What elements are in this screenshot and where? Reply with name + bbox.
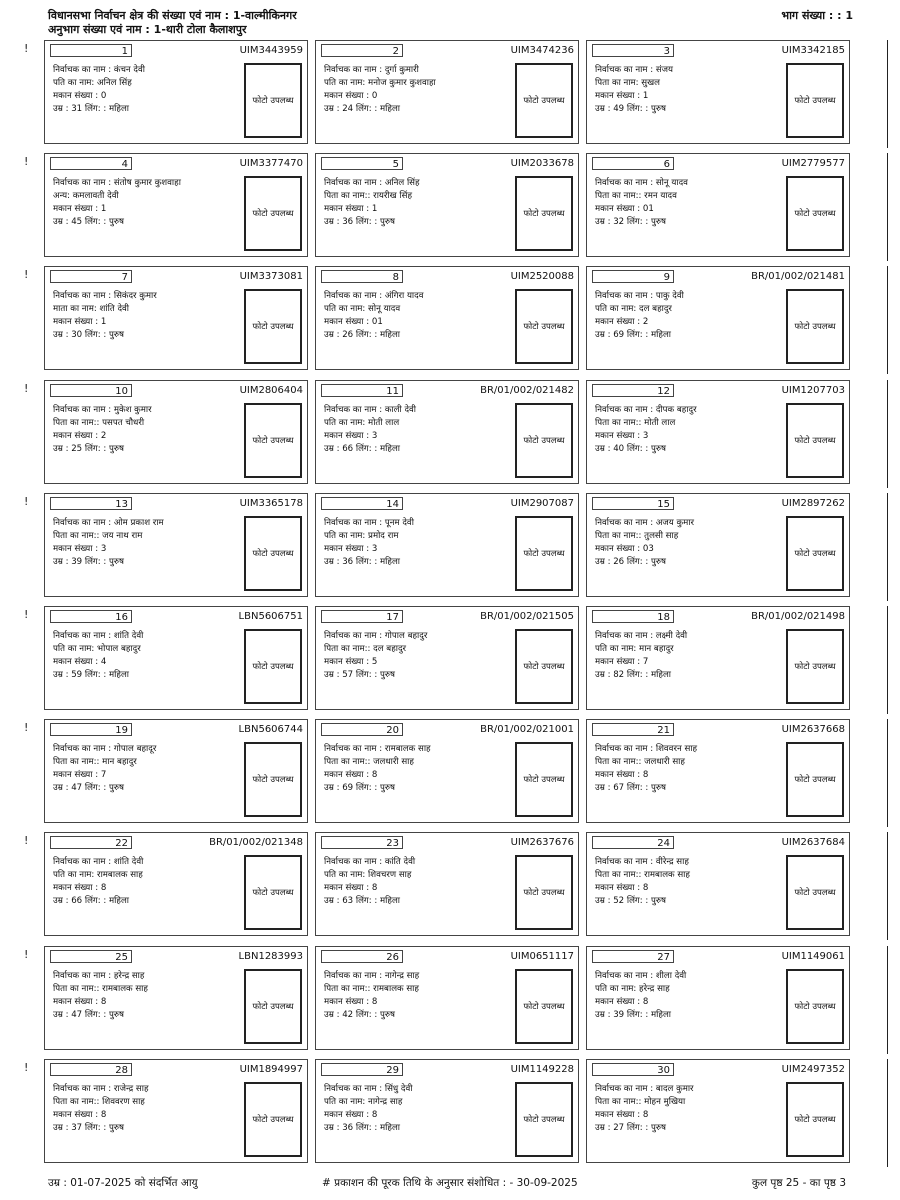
relative-name: अन्य: कमलावती देवी bbox=[53, 191, 119, 202]
house-number: मकान संख्या : 01 bbox=[324, 317, 383, 328]
photo-placeholder: फोटो उपलब्ध bbox=[515, 1082, 573, 1157]
age-gender: उम्र : 57 लिंग: : पुरुष bbox=[324, 670, 396, 680]
age-gender: उम्र : 49 लिंग: : पुरुष bbox=[595, 104, 667, 114]
binding-line bbox=[887, 266, 888, 374]
photo-placeholder: फोटो उपलब्ध bbox=[786, 63, 844, 138]
relative-name: पिता का नाम:: मोहन मुखिया bbox=[595, 1096, 686, 1107]
age-gender: उम्र : 25 लिंग: : पुरुष bbox=[53, 443, 125, 454]
serial-number: 13 bbox=[50, 497, 132, 510]
age-gender: उम्र : 39 लिंग: : पुरुष bbox=[53, 556, 125, 567]
age-gender: उम्र : 36 लिंग: : महिला bbox=[324, 556, 400, 567]
elector-name: निर्वाचक का नाम : शांति देवी bbox=[53, 857, 144, 868]
footer-age-note: उम्र : 01-07-2025 को संदर्भित आयु bbox=[48, 1177, 198, 1189]
relative-name: पिता का नाम:: रमन यादव bbox=[595, 191, 677, 202]
age-gender: उम्र : 45 लिंग: : पुरुष bbox=[53, 217, 125, 228]
relative-name: पति का नाम: मोती लाल bbox=[324, 417, 400, 428]
house-number: मकान संख्या : 0 bbox=[53, 91, 107, 101]
relative-name: पिता का नाम:: रामबालक साह bbox=[595, 870, 690, 881]
elector-name: निर्वाचक का नाम : ओम प्रकाश राम bbox=[53, 517, 164, 528]
elector-name: निर्वाचक का नाम : संजय bbox=[595, 65, 674, 75]
epic-number: UIM1149228 bbox=[510, 1063, 574, 1075]
house-number: मकान संख्या : 8 bbox=[53, 883, 107, 894]
serial-number: 3 bbox=[592, 44, 674, 57]
photo-placeholder: फोटो उपलब्ध bbox=[515, 855, 573, 930]
epic-number: UIM2497352 bbox=[781, 1063, 845, 1075]
voter-card bbox=[315, 1059, 579, 1163]
epic-number: UIM2637668 bbox=[781, 724, 845, 736]
elector-name: निर्वाचक का नाम : गोपाल बहादूर bbox=[53, 744, 157, 755]
relative-name: पति का नाम: भोपाल बहादुर bbox=[53, 644, 141, 654]
elector-name: निर्वाचक का नाम : दीपक बहादुर bbox=[595, 404, 697, 415]
age-gender: उम्र : 47 लिंग: : पुरुष bbox=[53, 783, 125, 794]
house-number: मकान संख्या : 0 bbox=[324, 91, 378, 101]
relative-name: पिता का नाम:: जलधारी साह bbox=[595, 757, 685, 768]
epic-number: UIM1149061 bbox=[781, 950, 845, 962]
voter-card bbox=[315, 606, 579, 710]
voter-card bbox=[44, 832, 308, 936]
photo-placeholder: फोटो उपलब्ध bbox=[786, 289, 844, 364]
elector-name: निर्वाचक का नाम : हरेन्द्र साह bbox=[53, 970, 145, 981]
epic-number: LBN5606744 bbox=[238, 724, 303, 736]
epic-number: BR/01/002/021481 bbox=[751, 271, 845, 283]
voter-card bbox=[44, 719, 308, 823]
epic-number: UIM3377470 bbox=[239, 158, 303, 170]
age-gender: उम्र : 24 लिंग: : महिला bbox=[324, 104, 400, 114]
serial-number: 22 bbox=[50, 836, 132, 849]
house-number: मकान संख्या : 3 bbox=[595, 430, 649, 441]
age-gender: उम्र : 36 लिंग: : पुरुष bbox=[324, 217, 396, 228]
voter-card bbox=[315, 946, 579, 1050]
age-gender: उम्र : 66 लिंग: : महिला bbox=[53, 896, 129, 907]
relative-name: पति का नाम: सोनू यादव bbox=[324, 304, 401, 315]
epic-number: UIM2637676 bbox=[510, 837, 574, 849]
edge-mark: ! bbox=[24, 494, 29, 508]
photo-placeholder: फोटो उपलब्ध bbox=[515, 176, 573, 251]
house-number: मकान संख्या : 8 bbox=[324, 883, 378, 894]
photo-placeholder: फोटो उपलब्ध bbox=[786, 403, 844, 478]
elector-name: निर्वाचक का नाम : संतोष कुमार कुशवाहा bbox=[53, 178, 181, 189]
relative-name: पिता का नाम:: जय नाथ राम bbox=[53, 530, 143, 541]
relative-name: पिता का नाम:: रामबालक साह bbox=[53, 983, 148, 994]
relative-name: पति का नाम: नागेन्द्र साह bbox=[324, 1096, 403, 1107]
elector-name: निर्वाचक का नाम : कंचन देवी bbox=[53, 65, 145, 75]
edge-mark: ! bbox=[24, 42, 29, 55]
epic-number: UIM2897262 bbox=[781, 497, 845, 509]
constituency-title: विधानसभा निर्वाचन क्षेत्र की संख्या एवं नाम : 1-वाल्मीकिनगर bbox=[48, 9, 297, 22]
relative-name: पिता का नाम: सुखल bbox=[595, 78, 660, 88]
house-number: मकान संख्या : 7 bbox=[595, 657, 649, 667]
elector-name: निर्वाचक का नाम : पूनम देवी bbox=[324, 517, 414, 528]
house-number: मकान संख्या : 8 bbox=[53, 996, 107, 1007]
relative-name: पति का नाम: मान बहादुर bbox=[595, 644, 674, 654]
epic-number: UIM2033678 bbox=[510, 158, 574, 170]
relative-name: पिता का नाम:: तुलसी साह bbox=[595, 530, 679, 541]
epic-number: UIM2779577 bbox=[781, 158, 845, 170]
photo-placeholder: फोटो उपलब्ध bbox=[786, 176, 844, 251]
photo-placeholder: फोटो उपलब्ध bbox=[515, 403, 573, 478]
binding-line bbox=[887, 493, 888, 601]
serial-number: 2 bbox=[321, 44, 403, 57]
epic-number: UIM3342185 bbox=[781, 45, 845, 56]
photo-placeholder: फोटो उपलब्ध bbox=[786, 855, 844, 930]
voter-card bbox=[44, 493, 308, 597]
age-gender: उम्र : 52 लिंग: : पुरुष bbox=[595, 896, 667, 907]
serial-number: 15 bbox=[592, 497, 674, 510]
edge-mark: ! bbox=[24, 947, 29, 961]
age-gender: उम्र : 69 लिंग: : पुरुष bbox=[324, 783, 396, 794]
age-gender: उम्र : 59 लिंग: : महिला bbox=[53, 670, 129, 680]
elector-name: निर्वाचक का नाम : सिकंदर कुमार bbox=[53, 291, 157, 302]
serial-number: 14 bbox=[321, 497, 403, 510]
binding-line bbox=[887, 606, 888, 714]
serial-number: 18 bbox=[592, 610, 674, 623]
voter-card bbox=[586, 1059, 850, 1163]
epic-number: BR/01/002/021505 bbox=[480, 611, 574, 622]
epic-number: BR/01/002/021348 bbox=[209, 837, 303, 849]
house-number: मकान संख्या : 8 bbox=[595, 1109, 649, 1120]
photo-placeholder: फोटो उपलब्ध bbox=[786, 516, 844, 591]
voter-card bbox=[44, 1059, 308, 1163]
edge-mark: ! bbox=[24, 381, 29, 395]
voter-card bbox=[315, 153, 579, 257]
age-gender: उम्र : 40 लिंग: : पुरुष bbox=[595, 443, 667, 454]
age-gender: उम्र : 66 लिंग: : महिला bbox=[324, 443, 400, 454]
elector-name: निर्वाचक का नाम : वीरेन्द्र साह bbox=[595, 857, 689, 868]
binding-line bbox=[887, 153, 888, 261]
relative-name: पिता का नाम:: रायरीख सिंह bbox=[324, 191, 413, 202]
serial-number: 5 bbox=[321, 157, 403, 170]
epic-number: UIM2520088 bbox=[510, 271, 574, 283]
serial-number: 28 bbox=[50, 1063, 132, 1076]
house-number: मकान संख्या : 1 bbox=[53, 317, 107, 328]
page-footer bbox=[0, 1176, 900, 1192]
elector-name: निर्वाचक का नाम : शांति देवी bbox=[53, 631, 144, 641]
photo-placeholder: फोटो उपलब्ध bbox=[244, 403, 302, 478]
voter-card bbox=[44, 946, 308, 1050]
binding-line bbox=[887, 946, 888, 1054]
elector-name: निर्वाचक का नाम : अंगिरा यादव bbox=[324, 291, 424, 302]
serial-number: 26 bbox=[321, 950, 403, 963]
age-gender: उम्र : 63 लिंग: : महिला bbox=[324, 896, 400, 907]
footer-revision-note: # प्रकाशन की पूरक तिथि के अनुसार संशोधित : - 30-09-2025 bbox=[322, 1177, 578, 1189]
age-gender: उम्र : 32 लिंग: : पुरुष bbox=[595, 217, 667, 228]
epic-number: UIM3443959 bbox=[239, 45, 303, 56]
voter-card bbox=[44, 153, 308, 257]
voter-card bbox=[586, 153, 850, 257]
photo-placeholder: फोटो उपलब्ध bbox=[786, 1082, 844, 1157]
house-number: मकान संख्या : 01 bbox=[595, 204, 654, 215]
epic-number: BR/01/002/021001 bbox=[480, 724, 574, 736]
age-gender: उम्र : 37 लिंग: : पुरुष bbox=[53, 1122, 125, 1133]
house-number: मकान संख्या : 8 bbox=[324, 996, 378, 1007]
voter-card bbox=[315, 266, 579, 370]
serial-number: 9 bbox=[592, 270, 674, 283]
voter-card bbox=[315, 493, 579, 597]
relative-name: पिता का नाम:: जलधारी साह bbox=[324, 757, 414, 768]
house-number: मकान संख्या : 8 bbox=[53, 1109, 107, 1120]
epic-number: UIM2806404 bbox=[239, 384, 303, 396]
relative-name: पिता का नाम:: रामबालक साह bbox=[324, 983, 419, 994]
serial-number: 29 bbox=[321, 1063, 403, 1076]
relative-name: पिता का नाम:: शिववरण साह bbox=[53, 1096, 145, 1107]
house-number: मकान संख्या : 1 bbox=[324, 204, 378, 215]
section-title: अनुभाग संख्या एवं नाम : 1-थारी टोला कैलाशपुर bbox=[48, 23, 247, 36]
age-gender: उम्र : 30 लिंग: : पुरुष bbox=[53, 330, 125, 341]
elector-name: निर्वाचक का नाम : कांति देवी bbox=[324, 857, 416, 868]
edge-mark: ! bbox=[24, 155, 29, 169]
age-gender: उम्र : 39 लिंग: : महिला bbox=[595, 1009, 671, 1020]
house-number: मकान संख्या : 03 bbox=[595, 543, 654, 554]
photo-placeholder: फोटो उपलब्ध bbox=[786, 969, 844, 1044]
voter-card bbox=[586, 40, 850, 144]
serial-number: 12 bbox=[592, 384, 674, 397]
photo-placeholder: फोटो उपलब्ध bbox=[515, 742, 573, 817]
relative-name: माता का नाम: शांति देवी bbox=[53, 304, 130, 315]
house-number: मकान संख्या : 4 bbox=[53, 657, 107, 667]
epic-number: UIM3373081 bbox=[239, 271, 303, 283]
edge-mark: ! bbox=[24, 268, 29, 282]
photo-placeholder: फोटो उपलब्ध bbox=[515, 629, 573, 704]
serial-number: 1 bbox=[50, 44, 132, 57]
photo-placeholder: फोटो उपलब्ध bbox=[244, 176, 302, 251]
voter-card bbox=[44, 380, 308, 484]
elector-name: निर्वाचक का नाम : अजय कुमार bbox=[595, 517, 694, 528]
relative-name: पिता का नाम:: मान बहादुर bbox=[53, 757, 137, 768]
elector-name: निर्वाचक का नाम : मुकेश कुमार bbox=[53, 404, 152, 415]
relative-name: पति का नाम: अनिल सिंह bbox=[53, 78, 132, 88]
photo-placeholder: फोटो उपलब्ध bbox=[244, 289, 302, 364]
age-gender: उम्र : 36 लिंग: : महिला bbox=[324, 1122, 400, 1133]
photo-placeholder: फोटो उपलब्ध bbox=[515, 969, 573, 1044]
voter-card bbox=[315, 719, 579, 823]
relative-name: पति का नाम: मनोज कुमार कुशवाहा bbox=[324, 78, 436, 88]
voter-card bbox=[315, 832, 579, 936]
photo-placeholder: फोटो उपलब्ध bbox=[515, 289, 573, 364]
house-number: मकान संख्या : 8 bbox=[324, 770, 378, 781]
elector-name: निर्वाचक का नाम : राजेन्द्र साह bbox=[53, 1083, 149, 1094]
voter-card bbox=[586, 719, 850, 823]
age-gender: उम्र : 26 लिंग: : महिला bbox=[324, 330, 400, 341]
photo-placeholder: फोटो उपलब्ध bbox=[244, 629, 302, 704]
relative-name: पति का नाम: दल बहादुर bbox=[595, 304, 672, 315]
elector-name: निर्वाचक का नाम : सोनू यादव bbox=[595, 178, 688, 189]
voter-card bbox=[586, 493, 850, 597]
age-gender: उम्र : 26 लिंग: : पुरुष bbox=[595, 556, 667, 567]
house-number: मकान संख्या : 2 bbox=[53, 430, 107, 441]
photo-placeholder: फोटो उपलब्ध bbox=[786, 629, 844, 704]
voter-card bbox=[586, 946, 850, 1050]
house-number: मकान संख्या : 3 bbox=[53, 543, 107, 554]
photo-placeholder: फोटो उपलब्ध bbox=[515, 63, 573, 138]
binding-line bbox=[887, 1059, 888, 1167]
relative-name: पिता का नाम:: पसपत चौधरी bbox=[53, 417, 145, 428]
voter-card bbox=[44, 266, 308, 370]
epic-number: UIM2637684 bbox=[781, 837, 845, 849]
elector-name: निर्वाचक का नाम : रामबालक साह bbox=[324, 744, 431, 755]
serial-number: 6 bbox=[592, 157, 674, 170]
voter-card bbox=[44, 40, 308, 144]
age-gender: उम्र : 67 लिंग: : पुरुष bbox=[595, 783, 667, 794]
house-number: मकान संख्या : 5 bbox=[324, 657, 378, 667]
relative-name: पिता का नाम:: दल बहादुर bbox=[324, 644, 407, 654]
epic-number: UIM3365178 bbox=[239, 497, 303, 509]
serial-number: 23 bbox=[321, 836, 403, 849]
epic-number: UIM3474236 bbox=[510, 45, 574, 56]
serial-number: 25 bbox=[50, 950, 132, 963]
serial-number: 30 bbox=[592, 1063, 674, 1076]
photo-placeholder: फोटो उपलब्ध bbox=[244, 63, 302, 138]
serial-number: 4 bbox=[50, 157, 132, 170]
epic-number: UIM0651117 bbox=[510, 950, 574, 962]
serial-number: 27 bbox=[592, 950, 674, 963]
epic-number: BR/01/002/021498 bbox=[751, 611, 845, 622]
serial-number: 17 bbox=[321, 610, 403, 623]
age-gender: उम्र : 27 लिंग: : पुरुष bbox=[595, 1122, 667, 1133]
voter-card bbox=[315, 380, 579, 484]
age-gender: उम्र : 47 लिंग: : पुरुष bbox=[53, 1009, 125, 1020]
voter-card bbox=[586, 832, 850, 936]
relative-name: पति का नाम: प्रमोद राम bbox=[324, 530, 399, 541]
elector-name: निर्वाचक का नाम : नागेन्द्र साह bbox=[324, 970, 420, 981]
house-number: मकान संख्या : 3 bbox=[324, 430, 378, 441]
elector-name: निर्वाचक का नाम : दुर्गा कुमारी bbox=[324, 65, 419, 75]
house-number: मकान संख्या : 8 bbox=[324, 1109, 378, 1120]
photo-placeholder: फोटो उपलब्ध bbox=[244, 516, 302, 591]
edge-mark: ! bbox=[24, 608, 29, 621]
edge-mark: ! bbox=[24, 721, 29, 735]
elector-name: निर्वाचक का नाम : शीला देवी bbox=[595, 970, 687, 981]
house-number: मकान संख्या : 3 bbox=[324, 543, 378, 554]
elector-name: निर्वाचक का नाम : सिंधु देवी bbox=[324, 1083, 413, 1094]
edge-mark: ! bbox=[24, 1060, 29, 1074]
serial-number: 24 bbox=[592, 836, 674, 849]
photo-placeholder: फोटो उपलब्ध bbox=[244, 1082, 302, 1157]
binding-line bbox=[887, 719, 888, 827]
house-number: मकान संख्या : 8 bbox=[595, 770, 649, 781]
voter-card bbox=[586, 606, 850, 710]
house-number: मकान संख्या : 1 bbox=[53, 204, 107, 215]
age-gender: उम्र : 42 लिंग: : पुरुष bbox=[324, 1009, 396, 1020]
serial-number: 21 bbox=[592, 723, 674, 736]
house-number: मकान संख्या : 8 bbox=[595, 883, 649, 894]
epic-number: LBN1283993 bbox=[238, 950, 303, 962]
serial-number: 10 bbox=[50, 384, 132, 397]
elector-name: निर्वाचक का नाम : काली देवी bbox=[324, 404, 417, 415]
house-number: मकान संख्या : 8 bbox=[595, 996, 649, 1007]
relative-name: पिता का नाम:: मोती लाल bbox=[595, 417, 676, 428]
voter-grid bbox=[44, 40, 856, 1140]
binding-line bbox=[887, 40, 888, 148]
epic-number: UIM1894997 bbox=[239, 1063, 303, 1075]
house-number: मकान संख्या : 2 bbox=[595, 317, 649, 328]
relative-name: पति का नाम: हरेन्द्र साह bbox=[595, 983, 670, 994]
edge-mark: ! bbox=[24, 834, 29, 848]
elector-name: निर्वाचक का नाम : शिववरन साह bbox=[595, 744, 698, 755]
footer-page-count: कुल पृष्ठ 25 - का पृष्ठ 3 bbox=[751, 1177, 846, 1189]
serial-number: 20 bbox=[321, 723, 403, 736]
elector-name: निर्वाचक का नाम : बादल कुमार bbox=[595, 1083, 694, 1094]
elector-name: निर्वाचक का नाम : लक्ष्मी देवी bbox=[595, 631, 688, 641]
photo-placeholder: फोटो उपलब्ध bbox=[244, 742, 302, 817]
house-number: मकान संख्या : 1 bbox=[595, 91, 649, 101]
voter-card bbox=[586, 266, 850, 370]
house-number: मकान संख्या : 7 bbox=[53, 770, 107, 781]
age-gender: उम्र : 31 लिंग: : महिला bbox=[53, 104, 129, 114]
age-gender: उम्र : 69 लिंग: : महिला bbox=[595, 330, 671, 341]
serial-number: 11 bbox=[321, 384, 403, 397]
epic-number: LBN5606751 bbox=[238, 611, 303, 622]
photo-placeholder: फोटो उपलब्ध bbox=[244, 969, 302, 1044]
voter-card bbox=[44, 606, 308, 710]
binding-line bbox=[887, 380, 888, 488]
elector-name: निर्वाचक का नाम : अनिल सिंह bbox=[324, 178, 420, 189]
photo-placeholder: फोटो उपलब्ध bbox=[515, 516, 573, 591]
page-header bbox=[48, 8, 853, 40]
photo-placeholder: फोटो उपलब्ध bbox=[244, 855, 302, 930]
epic-number: UIM2907087 bbox=[510, 497, 574, 509]
elector-name: निर्वाचक का नाम : गोपाल बहादुर bbox=[324, 631, 428, 641]
serial-number: 8 bbox=[321, 270, 403, 283]
photo-placeholder: फोटो उपलब्ध bbox=[786, 742, 844, 817]
part-number: भाग संख्या : : 1 bbox=[781, 9, 853, 22]
binding-line bbox=[887, 832, 888, 940]
serial-number: 19 bbox=[50, 723, 132, 736]
voter-card bbox=[586, 380, 850, 484]
age-gender: उम्र : 82 लिंग: : महिला bbox=[595, 670, 671, 680]
epic-number: UIM1207703 bbox=[781, 384, 845, 396]
serial-number: 7 bbox=[50, 270, 132, 283]
voter-card bbox=[315, 40, 579, 144]
relative-name: पति का नाम: रामबालक साह bbox=[53, 870, 143, 881]
relative-name: पति का नाम: शिवचरण साह bbox=[324, 870, 412, 881]
epic-number: BR/01/002/021482 bbox=[480, 384, 574, 396]
serial-number: 16 bbox=[50, 610, 132, 623]
elector-name: निर्वाचक का नाम : पाकु देवी bbox=[595, 291, 684, 302]
